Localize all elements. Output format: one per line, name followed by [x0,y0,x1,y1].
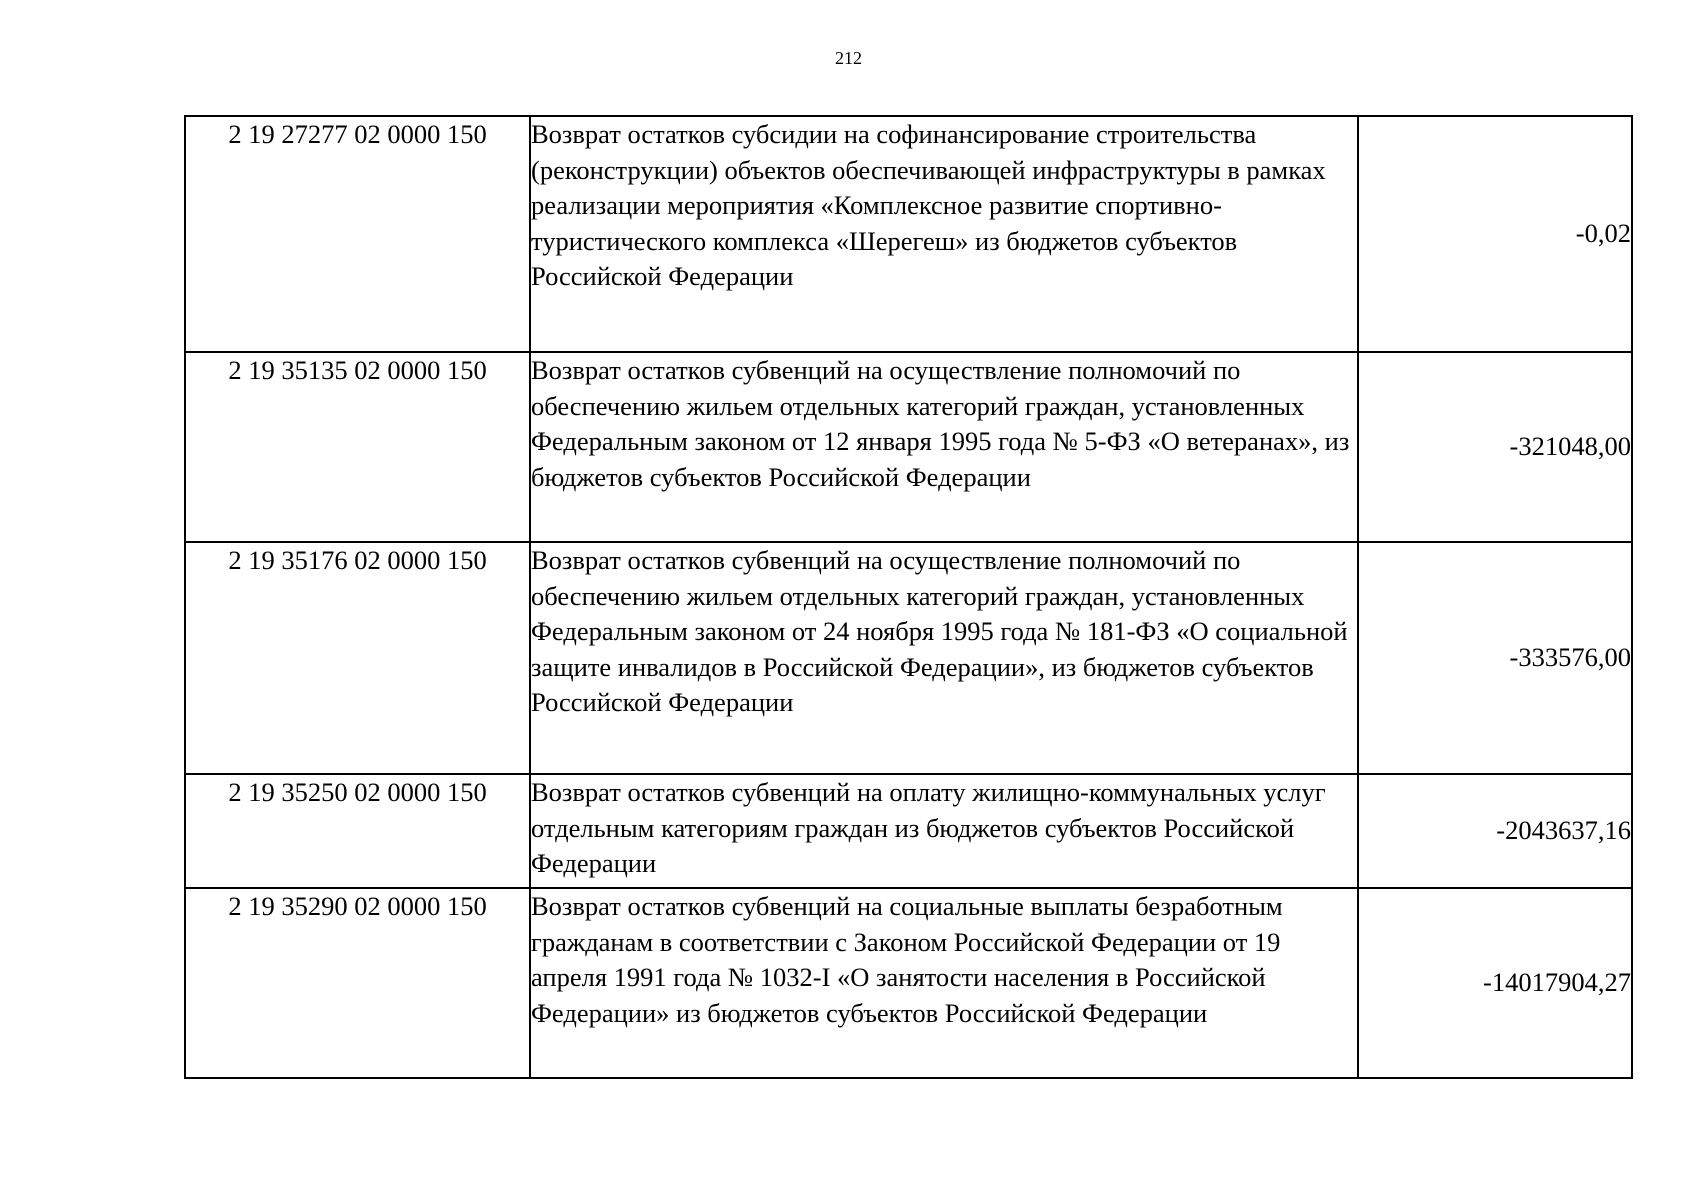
description-cell: Возврат остатков субвенций на осуществление полномочий по обеспечению жильем отдельных категорий граждан, установленных Федеральным законом от 12 января 1995 года № 5-ФЗ «О ветеранах», из бюджетов субъектов Российской Федерации [530,352,1358,542]
description-cell: Возврат остатков субсидии на софинансирование строительства (реконструкции) объектов обеспечивающей инфраструктуры в рамках реализации мероприятия «Комплексное развитие спортивно-туристического комплекса «Шерегеш» из бюджетов субъектов Российской Федерации [530,116,1358,352]
budget-code-cell: 2 19 35290 02 0000 150 [185,888,530,1078]
table-row [185,888,1632,1078]
table-row [185,542,1632,774]
description-cell: Возврат остатков субвенций на осуществление полномочий по обеспечению жильем отдельных категорий граждан, установленных Федеральным законом от 24 ноября 1995 года № 181-ФЗ «О социальной защите инвалидов в Российской Федерации», из бюджетов субъектов Российской Федерации [530,542,1358,774]
amount-cell: -0,02 [1358,116,1632,352]
table-row [185,774,1632,888]
description-cell: Возврат остатков субвенций на социальные выплаты безработным гражданам в соответствии с Законом Российской Федерации от 19 апреля 1991 года № 1032-I «О занятости населения в Российской Федерации» из бюджетов субъектов Российской Федерации [530,888,1358,1078]
amount-cell: -321048,00 [1358,352,1632,542]
amount-cell: -2043637,16 [1358,774,1632,888]
budget-code-cell: 2 19 35250 02 0000 150 [185,774,530,888]
budget-code-cell: 2 19 35176 02 0000 150 [185,542,530,774]
amount-cell: -14017904,27 [1358,888,1632,1078]
budget-code-cell: 2 19 27277 02 0000 150 [185,116,530,352]
page-number: 212 [835,48,862,68]
amount-cell: -333576,00 [1358,542,1632,774]
budget-code-cell: 2 19 35135 02 0000 150 [185,352,530,542]
table-row [185,352,1632,542]
description-cell: Возврат остатков субвенций на оплату жилищно-коммунальных услуг отдельным категориям граждан из бюджетов субъектов Российской Федерации [530,774,1358,888]
table-row [185,116,1632,352]
budget-table [184,115,1633,1079]
